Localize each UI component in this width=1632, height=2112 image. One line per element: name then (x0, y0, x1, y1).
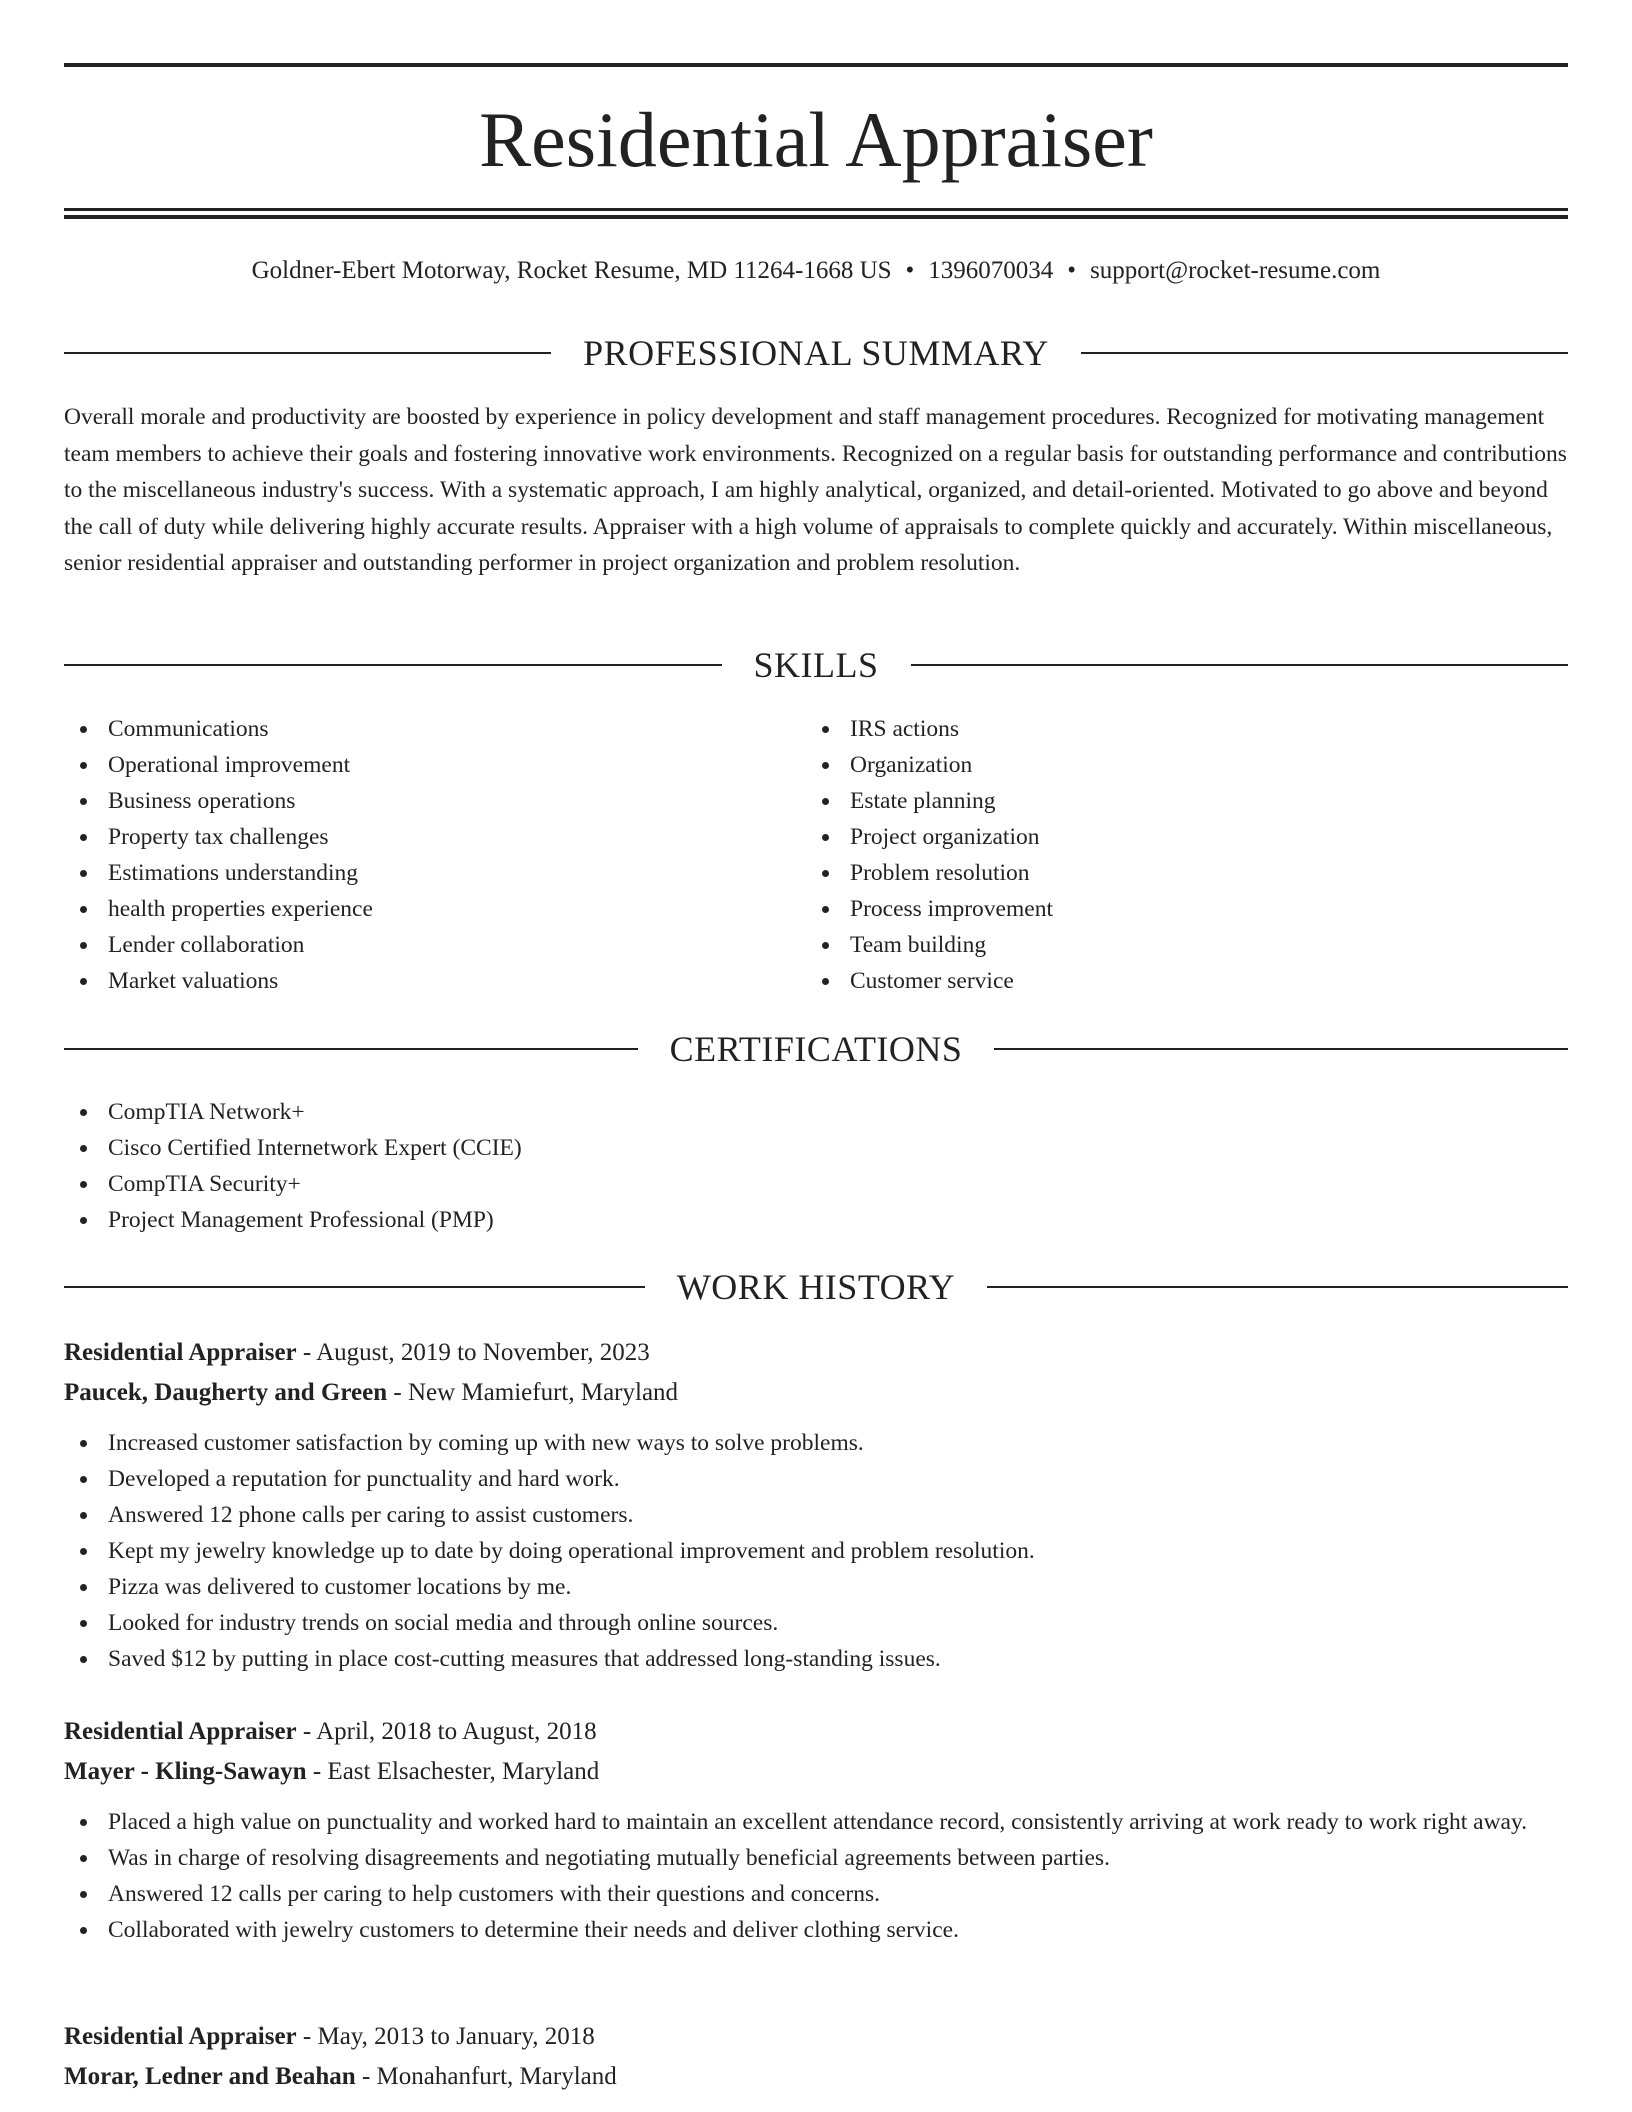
job-company: Morar, Ledner and Beahan (64, 2063, 356, 2090)
section-heading-work-history (64, 1267, 1568, 1307)
skill-item: Estimations understanding (64, 855, 764, 891)
resume-title: Residential Appraiser (479, 96, 1153, 183)
header-top-rule (64, 63, 1568, 67)
job-duty-item: Increased customer satisfaction by coming up with new ways to solve problems. (64, 1425, 1568, 1461)
section-heading-skills (64, 645, 1568, 685)
section-rule-left (64, 664, 722, 666)
job-duty-item: Placed a high value on punctuality and worked hard to maintain an excellent attendance record, consistently arriving at work ready to work right away. (64, 1804, 1568, 1840)
contact-email: support@rocket-resume.com (1090, 257, 1381, 284)
job-entry (64, 1712, 1568, 1948)
section-rule-left (64, 352, 551, 354)
contact-address: Goldner-Ebert Motorway, Rocket Resume, MD 11264-1668 US (251, 257, 892, 284)
job-duty-item: Was in charge of resolving disagreements and negotiating mutually beneficial agreements between parties. (64, 1840, 1568, 1876)
job-duty-item: Answered 12 phone calls per caring to assist customers. (64, 1497, 1568, 1533)
skill-item: Team building (806, 927, 1506, 963)
skill-item: Project organization (806, 819, 1506, 855)
certification-item: CompTIA Security+ (64, 1166, 1568, 1202)
job-dates: - May, 2013 to January, 2018 (296, 2023, 595, 2050)
contact-line (64, 254, 1568, 288)
job-title: Residential Appraiser (64, 1339, 297, 1366)
contact-phone: 1396070034 (928, 257, 1054, 284)
job-location: - East Elsachester, Maryland (306, 1758, 600, 1785)
section-rule-right (911, 664, 1569, 666)
job-title: Residential Appraiser (64, 2023, 297, 2050)
section-heading-summary (64, 333, 1568, 373)
job-duties-list (64, 1804, 1568, 1948)
job-dates: - April, 2018 to August, 2018 (296, 1718, 597, 1745)
skill-item: health properties experience (64, 891, 764, 927)
section-rule-right (994, 1048, 1568, 1050)
skill-item: Problem resolution (806, 855, 1506, 891)
section-rule-left (64, 1286, 645, 1288)
job-duty-item: Looked for industry trends on social media and through online sources. (64, 1605, 1568, 1641)
skill-item: Organization (806, 747, 1506, 783)
contact-separator: • (1067, 257, 1077, 284)
job-duty-item: Developed a reputation for punctuality and hard work. (64, 1461, 1568, 1497)
certifications-list (64, 1094, 1568, 1238)
skills-list-right (806, 711, 1506, 999)
job-duty-item: Collaborated with jewelry customers to determine their needs and deliver clothing service. (64, 1912, 1568, 1948)
job-duty-item: Answered 12 calls per caring to help customers with their questions and concerns. (64, 1876, 1568, 1912)
skill-item: Communications (64, 711, 764, 747)
skill-item: Estate planning (806, 783, 1506, 819)
header-double-rule-lower (64, 215, 1568, 219)
job-dates: - August, 2019 to November, 2023 (296, 1339, 650, 1366)
job-company: Mayer - Kling-Sawayn (64, 1758, 307, 1785)
job-company-line (64, 1373, 1568, 1413)
job-duty-item: Kept my jewelry knowledge up to date by doing operational improvement and problem resolution. (64, 1533, 1568, 1569)
skill-item: Process improvement (806, 891, 1506, 927)
job-company: Paucek, Daugherty and Green (64, 1379, 388, 1406)
certification-item: CompTIA Network+ (64, 1094, 1568, 1130)
skill-item: Market valuations (64, 963, 764, 999)
job-company-line (64, 2057, 1568, 2097)
job-title-line (64, 1712, 1568, 1752)
header-double-rule-upper (64, 208, 1568, 211)
summary-paragraph: Overall morale and productivity are boosted by experience in policy development and staff management procedures. Recognized for motivating management team members to achieve their goals and fostering innovative work environments. Recognized on a regular basis for outstanding performance and contributions to the miscellaneous industry's success. With a systematic approach, I am highly analytical, organized, and detail-oriented. Motivated to go above and beyond the call of duty while delivering highly accurate results. Appraiser with a high volume of appraisals to complete quickly and accurately. Within miscellaneous, senior residential appraiser and outstanding performer in project organization and problem resolution. (64, 404, 1567, 576)
section-title-work-history: WORK HISTORY (676, 1267, 956, 1307)
skill-item: Lender collaboration (64, 927, 764, 963)
job-duties-list (64, 1425, 1568, 1677)
skill-item: IRS actions (806, 711, 1506, 747)
contact-separator: • (905, 257, 915, 284)
job-company-line (64, 1752, 1568, 1792)
skills-list-left (64, 711, 764, 999)
job-entry (64, 2017, 1568, 2097)
job-location: - New Mamiefurt, Maryland (387, 1379, 679, 1406)
section-title-summary: PROFESSIONAL SUMMARY (583, 333, 1049, 373)
section-rule-right (987, 1286, 1568, 1288)
job-title-line (64, 1333, 1568, 1373)
job-entry (64, 1333, 1568, 1677)
skill-item: Operational improvement (64, 747, 764, 783)
certification-item: Cisco Certified Internetwork Expert (CCIE) (64, 1130, 1568, 1166)
certification-item: Project Management Professional (PMP) (64, 1202, 1568, 1238)
job-title: Residential Appraiser (64, 1718, 297, 1745)
skill-item: Business operations (64, 783, 764, 819)
section-rule-left (64, 1048, 638, 1050)
skill-item: Property tax challenges (64, 819, 764, 855)
section-title-certifications: CERTIFICATIONS (669, 1029, 963, 1069)
job-location: - Monahanfurt, Maryland (355, 2063, 617, 2090)
job-duty-item: Pizza was delivered to customer locations by me. (64, 1569, 1568, 1605)
job-title-line (64, 2017, 1568, 2057)
section-heading-certifications (64, 1029, 1568, 1069)
section-title-skills: SKILLS (753, 645, 879, 685)
section-rule-right (1081, 352, 1568, 354)
job-duty-item: Saved $12 by putting in place cost-cutting measures that addressed long-standing issues. (64, 1641, 1568, 1677)
skill-item: Customer service (806, 963, 1506, 999)
